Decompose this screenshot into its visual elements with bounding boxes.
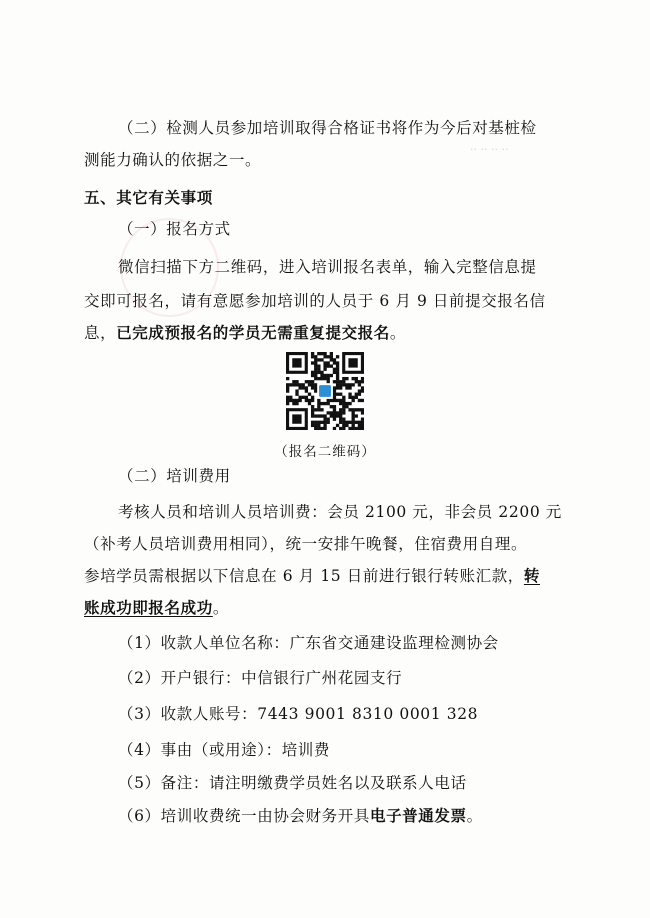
para3-line3-bold: 转 [523,566,541,585]
qr-caption: （报名二维码） [274,444,376,460]
para1-line2: 测能力确认的依据之一。 [84,151,262,169]
item-4: （4）事由（或用途）：培训费 [118,741,331,759]
para2-line1: 微信扫描下方二维码，进入培训报名表单，输入完整信息提 [118,258,537,276]
para2-line2: 交即可报名，请有意愿参加培训的人员于 6 月 9 日前提交报名信 [84,292,546,310]
section-title: 五、其它有关事项 [84,189,213,207]
sub2-title: （二）培训费用 [118,467,231,485]
qr-code-icon[interactable] [286,352,364,430]
para3-line3-plain: 参培学员需根据以下信息在 6 月 15 日前进行银行转账汇款， [84,567,524,585]
sub1-title: （一）报名方式 [118,220,231,238]
item-3: （3）收款人账号：7443 9001 8310 0001 328 [118,705,479,723]
item-1: （1）收款人单位名称：广东省交通建设监理检测协会 [118,634,499,652]
item-6-bold: 电子普通发票 [369,806,467,825]
para1-line1: （二）检测人员参加培训取得合格证书将作为今后对基桩检 [118,119,537,137]
bleed-through-text: ·· ·· ·· ·· [470,143,509,156]
para2-line3-bold: 已完成预报名的学员无需重复提交报名 [116,323,390,342]
para3-line4-bold: 账成功即报名成功 [84,598,213,617]
item-5: （5）备注：请注明缴费学员姓名以及联系人电话 [118,774,467,792]
item-6-end: 。 [466,807,483,825]
para3-line2: （补考人员培训费用相同），统一安排午晚餐，住宿费用自理。 [84,535,528,553]
para3-line4-end: 。 [212,599,229,617]
item-6 [118,806,483,826]
item-2: （2）开户银行：中信银行广州花园支行 [118,669,403,687]
para2-line3-end: 。 [389,324,407,342]
para3-line4 [84,598,229,618]
para2-line3 [84,323,406,343]
para2-line3-plain: 息， [84,324,117,342]
para3-line3 [84,566,540,586]
item-6-plain: （6）培训收费统一由协会财务开具 [118,807,370,825]
para3-line1: 考核人员和培训人员培训费：会员 2100 元，非会员 2200 元 [118,503,562,521]
